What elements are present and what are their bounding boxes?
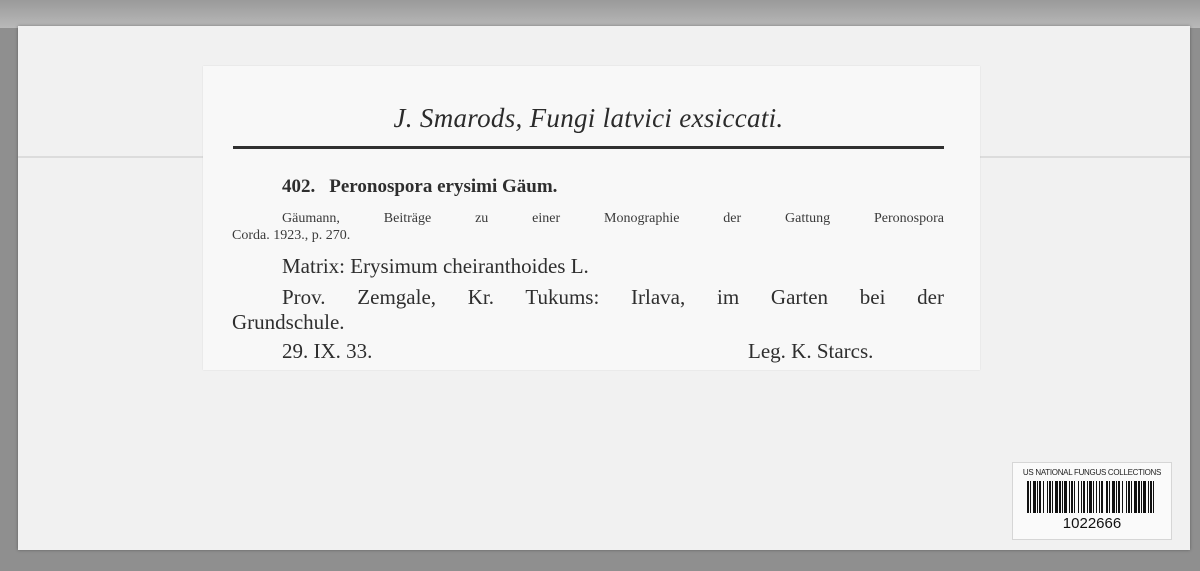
collector: Leg. K. Starcs. [748,339,874,363]
specimen-number: 402. [282,176,316,197]
barcode-bar [1131,481,1132,513]
barcode-bar [1099,481,1100,513]
barcode-bar [1134,481,1137,513]
barcode-bar [1089,481,1092,513]
barcode-bar [1093,481,1094,513]
barcode-bar [1039,481,1041,513]
barcode-bar [1081,481,1082,513]
barcode-bar [1153,481,1154,513]
barcode-bar [1101,481,1103,513]
barcode-bar [1064,481,1067,513]
barcode-bar [1047,481,1048,513]
barcode-bar [1083,481,1085,513]
title-rule [233,146,944,149]
barcode-bar [1141,481,1142,513]
barcode-bar [1030,481,1031,513]
barcode-caption: US NATIONAL FUNGUS COLLECTIONS [1022,468,1162,477]
barcode-bar [1078,481,1079,513]
barcode-bar [1033,481,1036,513]
barcode-bar [1069,481,1070,513]
reference-line-1: Gäumann, Beiträge zu einer Monographie der Gattung Peronospora [282,211,944,226]
barcode-bar [1062,481,1063,513]
collection-date: 29. IX. 33. [282,339,373,363]
barcode-bar [1037,481,1038,513]
locality [232,285,944,335]
barcode-bar [1106,481,1108,513]
barcode-bar [1071,481,1073,513]
barcode-icon [1027,481,1157,513]
reference-line-2: Corda. 1923., p. 270. [232,228,351,243]
locality-line-2: Grundschule. [232,310,345,334]
backdrop [0,0,1200,28]
barcode-bar [1126,481,1127,513]
barcode-bar [1150,481,1152,513]
barcode-bar [1118,481,1120,513]
barcode-bar [1128,481,1130,513]
barcode-bar [1112,481,1115,513]
species-name: Peronospora erysimi Gäum. [329,176,558,197]
barcode-bar [1148,481,1149,513]
barcode-bar [1109,481,1110,513]
barcode-bar [1143,481,1146,513]
species-line [282,176,557,198]
barcode-bar [1049,481,1051,513]
barcode-bar [1059,481,1061,513]
barcode-bar [1116,481,1117,513]
locality-line-1: Prov. Zemgale, Kr. Tukums: Irlava, im Garten bei der [282,285,944,309]
barcode-bar [1074,481,1075,513]
barcode-label [1012,462,1172,540]
barcode-bar [1087,481,1088,513]
barcode-bar [1052,481,1053,513]
barcode-bar [1096,481,1097,513]
barcode-bar [1138,481,1140,513]
reference-citation [232,210,944,244]
label-title: J. Smarods, Fungi latvici exsiccati. [393,103,784,133]
matrix-line: Matrix: Erysimum cheiranthoides L. [282,254,589,278]
barcode-bar [1027,481,1029,513]
barcode-bar [1122,481,1123,513]
barcode-number: 1022666 [1062,515,1122,532]
barcode-bar [1043,481,1044,513]
barcode-bar [1055,481,1058,513]
